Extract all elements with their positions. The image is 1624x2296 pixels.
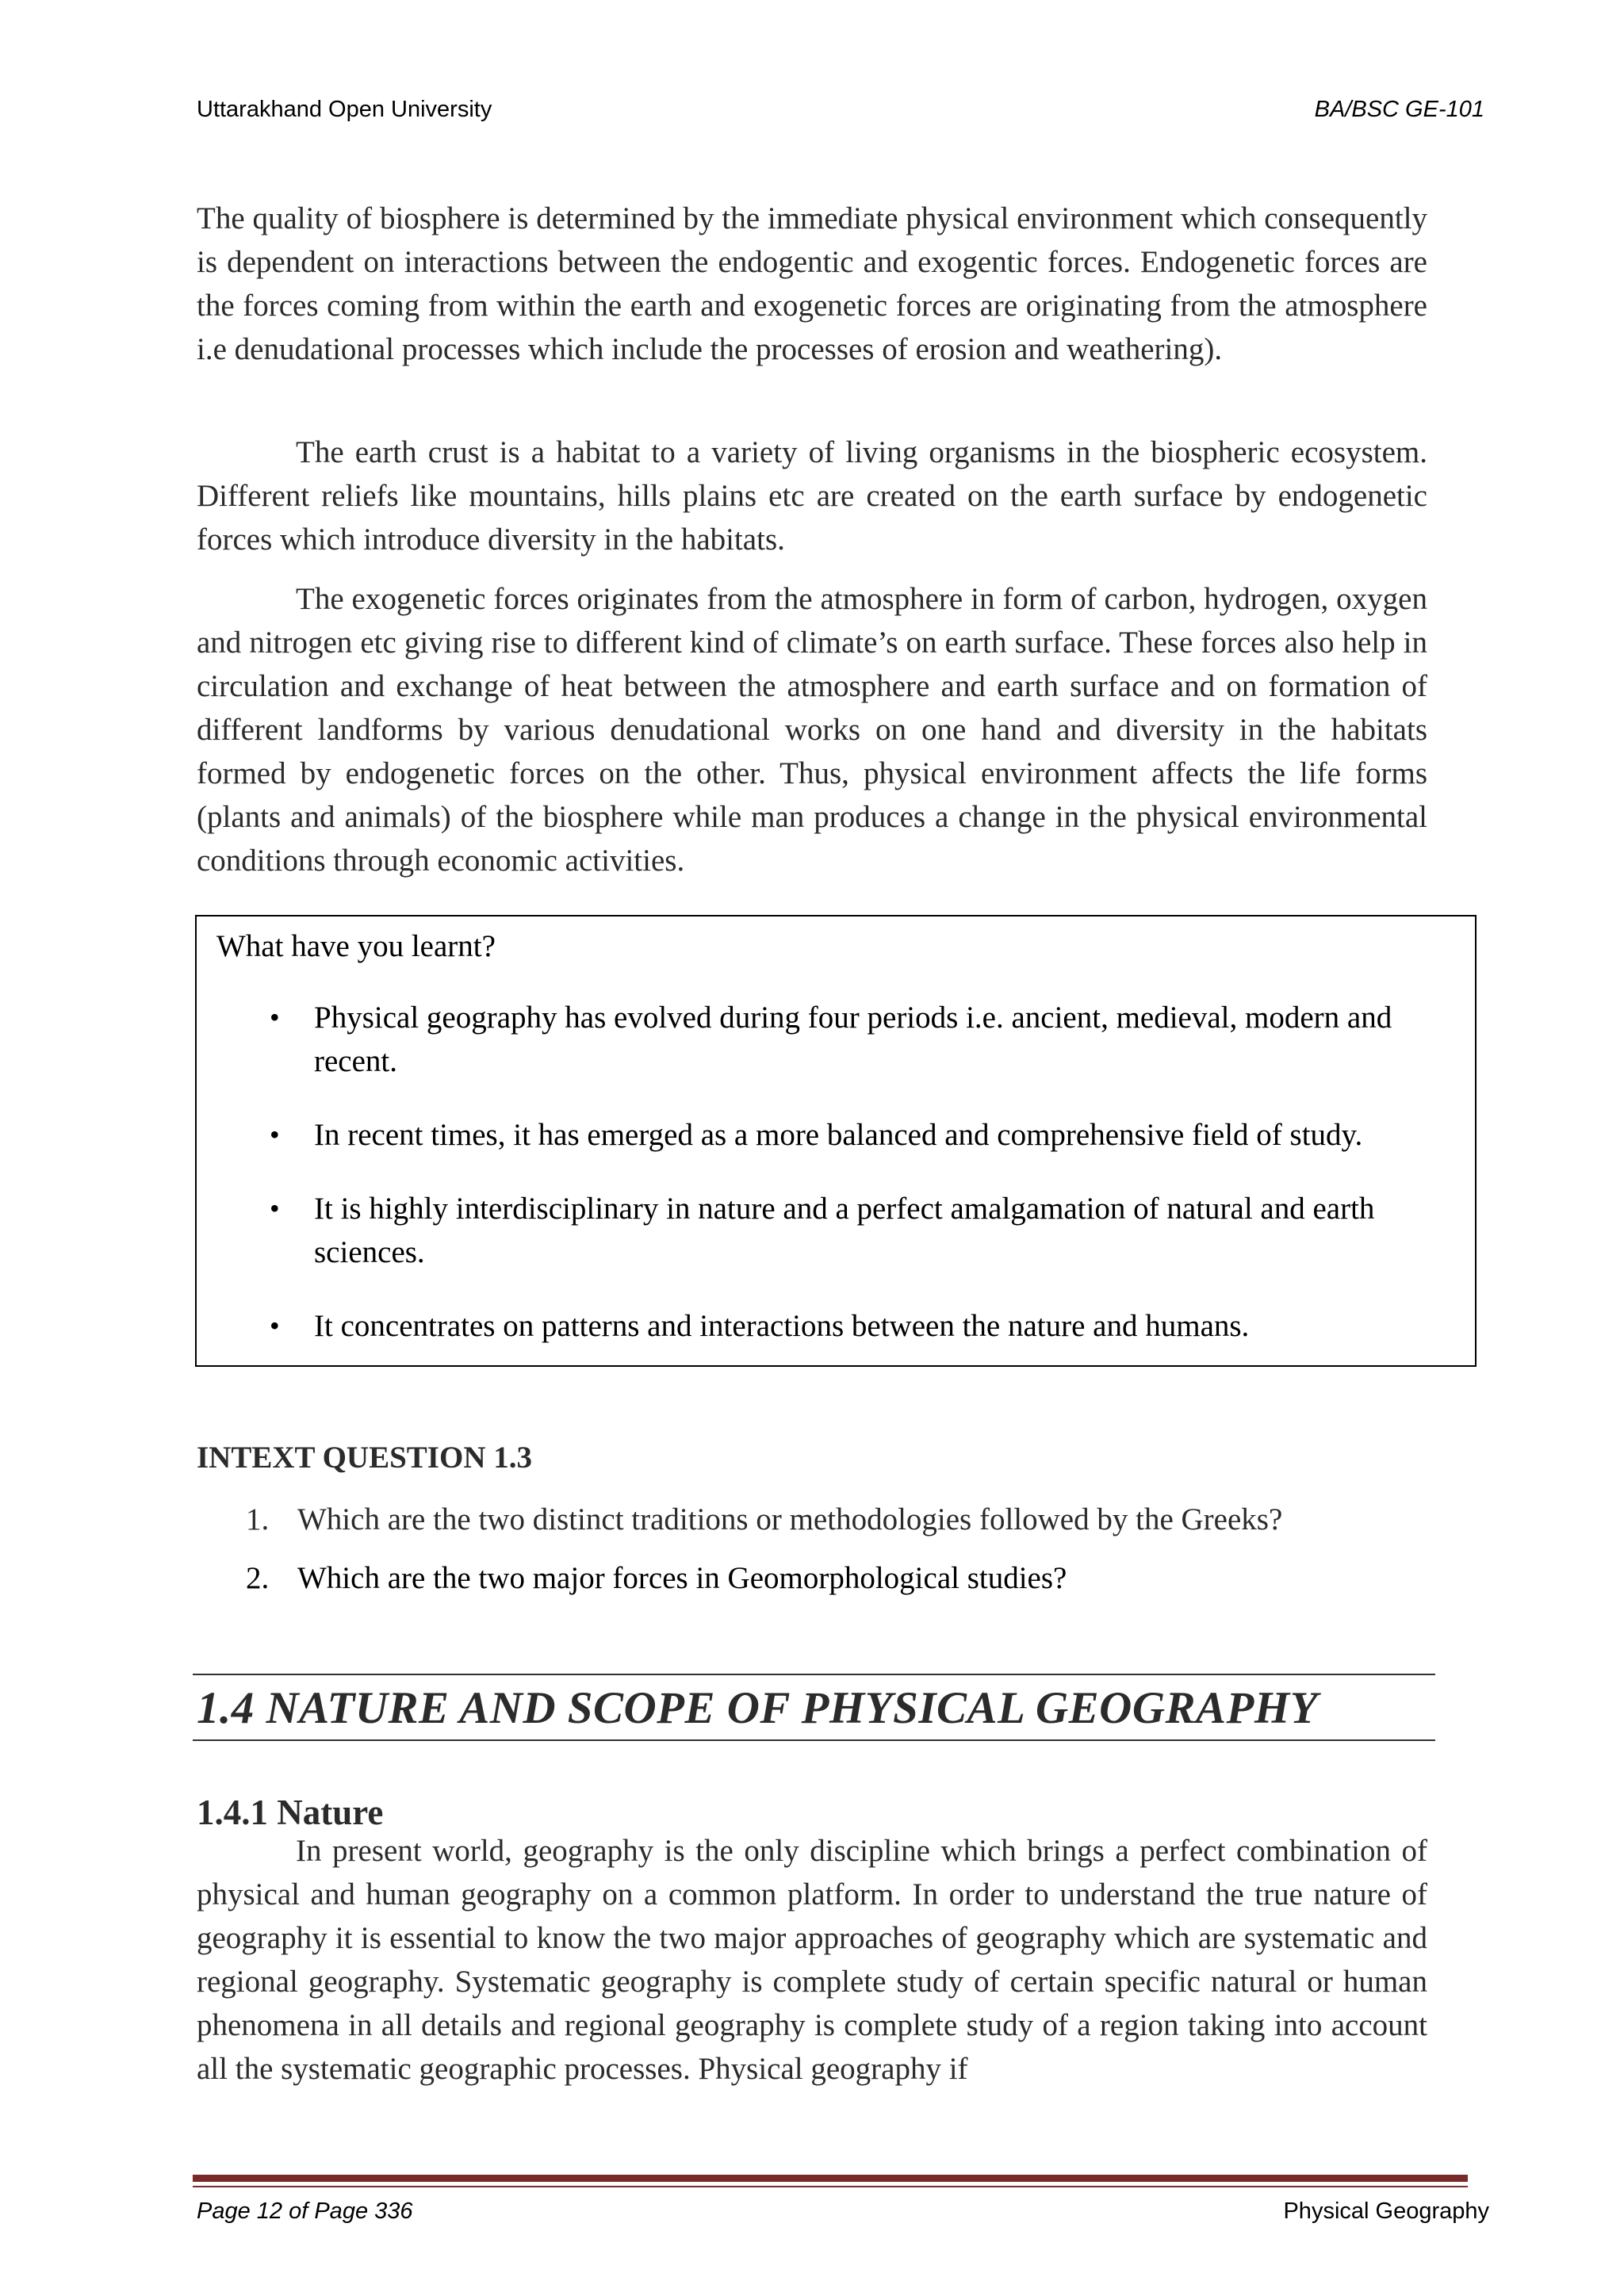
section-paragraph: In present world, geography is the only discipline which brings a perfect combination of physical and human geography on a common platform. In order to understand the true nature of geography it is essential to know the two major approaches of geography which are systematic and regional geography. Systematic geography is complete study of certain specific natural or human phenomena in all details and regional geography is complete study of a region taking into account all the systematic geographic processes. Physical geography if bbox=[197, 1834, 1427, 2086]
question-text: Which are the two major forces in Geomorphological studies? bbox=[297, 1561, 1067, 1595]
body-paragraph-1: The quality of biosphere is determined by the immediate physical environment which consequently is dependent on interactions between the endogentic and exogentic forces. Endogenetic forces are the forces coming from within the earth and exogenetic forces are originating from the atmosphere i.e denudational processes which include the processes of erosion and weathering). bbox=[197, 201, 1427, 366]
learnt-item bbox=[197, 1113, 1475, 1157]
learnt-item-text: It concentrates on patterns and interactions between the nature and humans. bbox=[314, 1309, 1250, 1343]
bullet-icon: • bbox=[270, 1119, 280, 1150]
section-heading: 1.4 NATURE AND SCOPE OF PHYSICAL GEOGRAPHY bbox=[197, 1683, 1319, 1733]
question-text: Which are the two distinct traditions or methodologies followed by the Greeks? bbox=[297, 1502, 1283, 1536]
section-rule-bottom bbox=[193, 1739, 1435, 1741]
learnt-summary-box bbox=[195, 915, 1477, 1367]
learnt-box-title: What have you learnt? bbox=[216, 929, 496, 963]
bullet-icon: • bbox=[270, 1192, 280, 1224]
learnt-item bbox=[197, 1187, 1475, 1274]
learnt-item bbox=[197, 1304, 1475, 1348]
footer-rule-thin bbox=[193, 2186, 1468, 2187]
learnt-list bbox=[197, 996, 1475, 1378]
body-paragraph-2: The earth crust is a habitat to a variety of living organisms in the biospheric ecosystem. Different reliefs like mountains, hills plains etc are created on the earth surface by endogenetic forces which introduce diversity in the habitats. bbox=[197, 435, 1427, 557]
question-item bbox=[197, 1498, 1465, 1541]
footer-rule-thick bbox=[193, 2175, 1468, 2182]
footer-page-number: Page 12 of Page 336 bbox=[197, 2198, 413, 2224]
header-institution: Uttarakhand Open University bbox=[197, 97, 492, 122]
section-rule-top bbox=[193, 1674, 1435, 1675]
learnt-item-text: Physical geography has evolved during four periods i.e. ancient, medieval, modern and recent. bbox=[314, 1001, 1392, 1078]
intext-question-list bbox=[197, 1498, 1465, 1615]
header-course-code: BA/BSC GE-101 bbox=[1314, 97, 1484, 122]
question-number: 1. bbox=[246, 1502, 270, 1536]
intext-question-title: INTEXT QUESTION 1.3 bbox=[197, 1441, 532, 1475]
body-paragraph-3: The exogenetic forces originates from the atmosphere in form of carbon, hydrogen, oxygen and nitrogen etc giving rise to different kind of climate’s on earth surface. These forces also help in circulation and exchange of heat between the atmosphere and earth surface and on formation of different landforms by various denudational works on one hand and diversity in the habitats formed by endogenetic forces on the other. Thus, physical environment affects the life forms (plants and animals) of the biosphere while man produces a change in the physical environmental conditions through economic activities. bbox=[197, 582, 1427, 878]
question-item bbox=[197, 1556, 1465, 1600]
subsection-heading: 1.4.1 Nature bbox=[197, 1793, 384, 1832]
learnt-item-text: It is highly interdisciplinary in nature and a perfect amalgamation of natural and earth sciences. bbox=[314, 1192, 1375, 1269]
footer-subject: Physical Geography bbox=[1283, 2198, 1489, 2224]
learnt-item-text: In recent times, it has emerged as a more balanced and comprehensive field of study. bbox=[314, 1118, 1363, 1152]
bullet-icon: • bbox=[270, 1310, 280, 1341]
learnt-item bbox=[197, 996, 1475, 1083]
bullet-icon: • bbox=[270, 1001, 280, 1033]
question-number: 2. bbox=[246, 1561, 270, 1595]
